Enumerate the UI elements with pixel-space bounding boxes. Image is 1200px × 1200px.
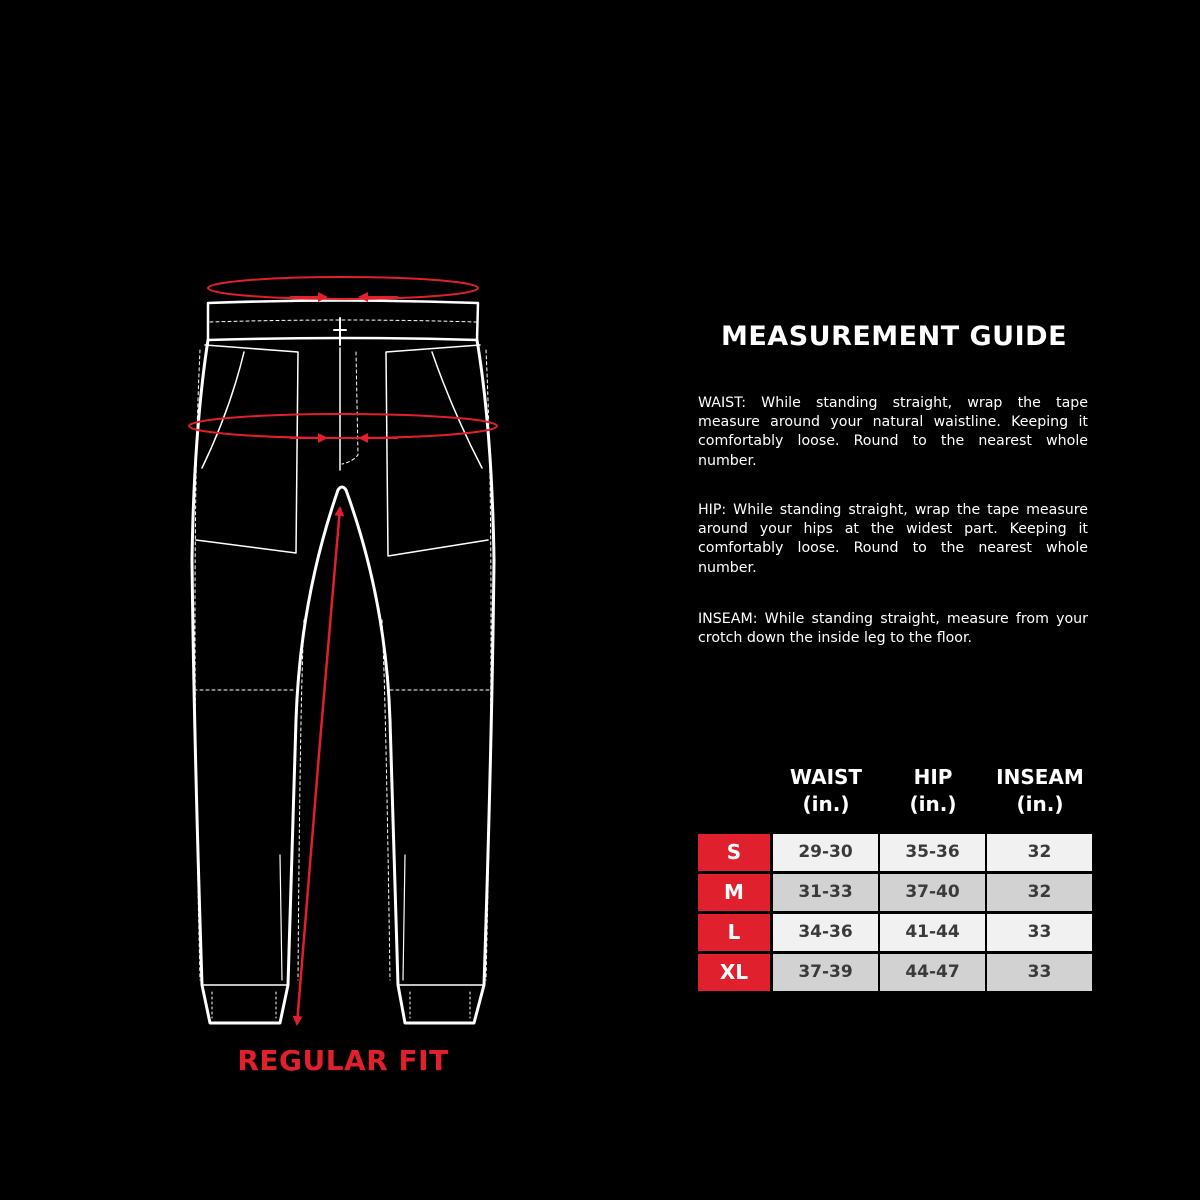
- column-header-hip: [880, 764, 986, 818]
- column-header-label: INSEAM: [996, 765, 1084, 789]
- hip-value: 44-47: [880, 954, 985, 991]
- size-label: L: [698, 914, 770, 951]
- waist-instructions: WAIST: While standing straight, wrap the tape measure around your natural waistline. Keeping it comfortably loose. Round to the nearest whole number.: [698, 395, 1088, 469]
- column-header-label: HIP: [913, 765, 953, 789]
- waist-value: 34-36: [773, 914, 878, 951]
- waistband-stitch: [210, 320, 476, 322]
- hip-value: 37-40: [880, 874, 985, 911]
- left-pocket-opening: [202, 352, 244, 468]
- waist-measure-marker: [208, 277, 478, 299]
- fit-label: REGULAR FIT: [237, 1044, 449, 1077]
- hip-instructions: HIP: While standing straight, wrap the tape measure around your hips at the widest part. Keeping it comfortably loose. Round to the nearest whole number.: [698, 502, 1088, 576]
- column-header-unit: (in.): [802, 792, 850, 816]
- inseam-value: 32: [987, 874, 1092, 911]
- crotch-seam: [338, 487, 346, 490]
- hip-value: 41-44: [880, 914, 985, 951]
- fly-stitch: [342, 352, 358, 464]
- waist-value: 31-33: [773, 874, 878, 911]
- column-header-inseam: [987, 764, 1093, 818]
- right-pocket-opening: [432, 352, 482, 468]
- size-label: M: [698, 874, 770, 911]
- hip-measure-marker: [189, 414, 497, 438]
- inseam-measure-marker: [297, 508, 340, 1024]
- size-label: S: [698, 834, 770, 871]
- pants-illustration: [180, 265, 510, 1040]
- inseam-instructions: INSEAM: While standing straight, measure from your crotch down the inside leg to the floor.: [698, 611, 1088, 647]
- size-label: XL: [698, 954, 770, 991]
- hip-value: 35-36: [880, 834, 985, 871]
- right-leg-outline: [346, 340, 494, 1023]
- column-header-unit: (in.): [909, 792, 957, 816]
- column-header-unit: (in.): [1016, 792, 1064, 816]
- inseam-value: 33: [987, 914, 1092, 951]
- guide-title: MEASUREMENT GUIDE: [720, 321, 1068, 352]
- inseam-value: 32: [987, 834, 1092, 871]
- waist-value: 29-30: [773, 834, 878, 871]
- size-chart-table: [698, 764, 1092, 994]
- inseam-value: 33: [987, 954, 1092, 991]
- column-header-label: WAIST: [789, 765, 863, 789]
- column-header-waist: [773, 764, 879, 818]
- waist-value: 37-39: [773, 954, 878, 991]
- drawstring: [334, 318, 346, 345]
